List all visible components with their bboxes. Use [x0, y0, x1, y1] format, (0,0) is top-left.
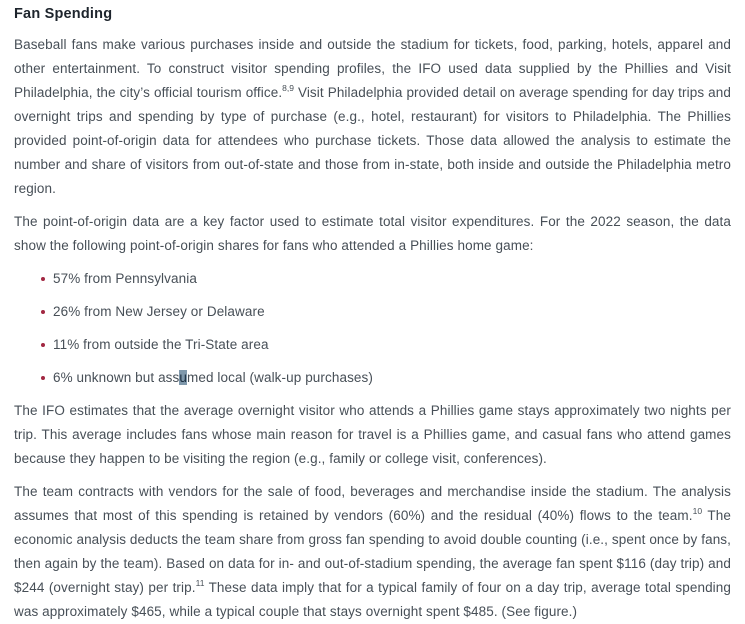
footnote-marker: 10	[692, 506, 703, 516]
footnote-marker: 8,9	[282, 83, 294, 93]
list-item-pennsylvania	[41, 267, 731, 291]
page-title: Fan Spending	[14, 6, 113, 22]
text-run: The economic analysis deducts the team share from gross fan spending to avoid double counting (i.e., spent once by fans, then again by the team). Based on data for in- and out-of-stadium spending, the average fan spent $116 (day trip) and $244 (overnight stay) per trip.	[14, 508, 731, 595]
text-run: The team contracts with vendors for the sale of food, beverages and merchandise inside the stadium. The analysis assumes that most of this spending is retained by vendors (60%) and the residual (40%) flows to the team.	[14, 484, 731, 523]
text-run: 26% from New Jersey or Delaware	[53, 304, 265, 319]
paragraph-visitor-spending-profiles	[14, 33, 731, 201]
text-run: med local (walk-up purchases)	[187, 370, 373, 385]
point-of-origin-share-list	[14, 267, 731, 390]
bullet-dot-icon	[41, 277, 45, 281]
text-run: The IFO estimates that the average overnight visitor who attends a Phillies game stays approximately two nights per trip. This average includes fans whose main reason for travel is a Phillies game, and casual fans who attend games because they happen to be visiting the region (e.g., family or college visit, conferences).	[14, 403, 731, 466]
bullet-dot-icon	[41, 310, 45, 314]
list-item-new-jersey-delaware	[41, 300, 731, 324]
paragraph-vendor-spending-analysis	[14, 480, 731, 624]
footnote-marker: 11	[195, 578, 205, 588]
text-run: The point-of-origin data are a key factor used to estimate total visitor expenditures. For the 2022 season, the data show the following point-of-origin shares for fans who attended a Phillies home game:	[14, 214, 731, 253]
text-cursor-highlight: u	[179, 370, 187, 385]
paragraph-point-of-origin-intro	[14, 210, 731, 258]
list-item-text	[53, 370, 373, 385]
list-item-text	[53, 271, 197, 286]
list-item-unknown-local	[41, 366, 731, 390]
text-run: These data imply that for a typical family of four on a day trip, average total spending was approximately $465, while a typical couple that stays overnight spent $485. (See figure.)	[14, 580, 731, 619]
bullet-dot-icon	[41, 376, 45, 380]
text-run: 11% from outside the Tri-State area	[53, 337, 269, 352]
text-run: Visit Philadelphia provided detail on average spending for day trips and overnight trips and spending by type of purchase (e.g., hotel, restaurant) for visitors to Philadelphia. The Phillies provided point-of-origin data for attendees who purchase tickets. Those data allowed the analysis to estimate the number and share of visitors from out-of-state and those from in-state, both inside and outside the Philadelphia metro region.	[14, 85, 731, 196]
bullet-dot-icon	[41, 343, 45, 347]
list-item-text	[53, 304, 265, 319]
list-item-outside-tri-state	[41, 333, 731, 357]
text-run: Baseball fans make various purchases inside and outside the stadium for tickets, food, parking, hotels, apparel and other entertainment. To construct visitor spending profiles, the IFO used data supplied by the Phillies and Visit Philadelphia, the city’s official tourism office.	[14, 37, 731, 100]
paragraph-overnight-visitor-estimate	[14, 399, 731, 471]
text-run: 57% from Pennsylvania	[53, 271, 197, 286]
list-item-text	[53, 337, 269, 352]
text-run: 6% unknown but ass	[53, 370, 180, 385]
